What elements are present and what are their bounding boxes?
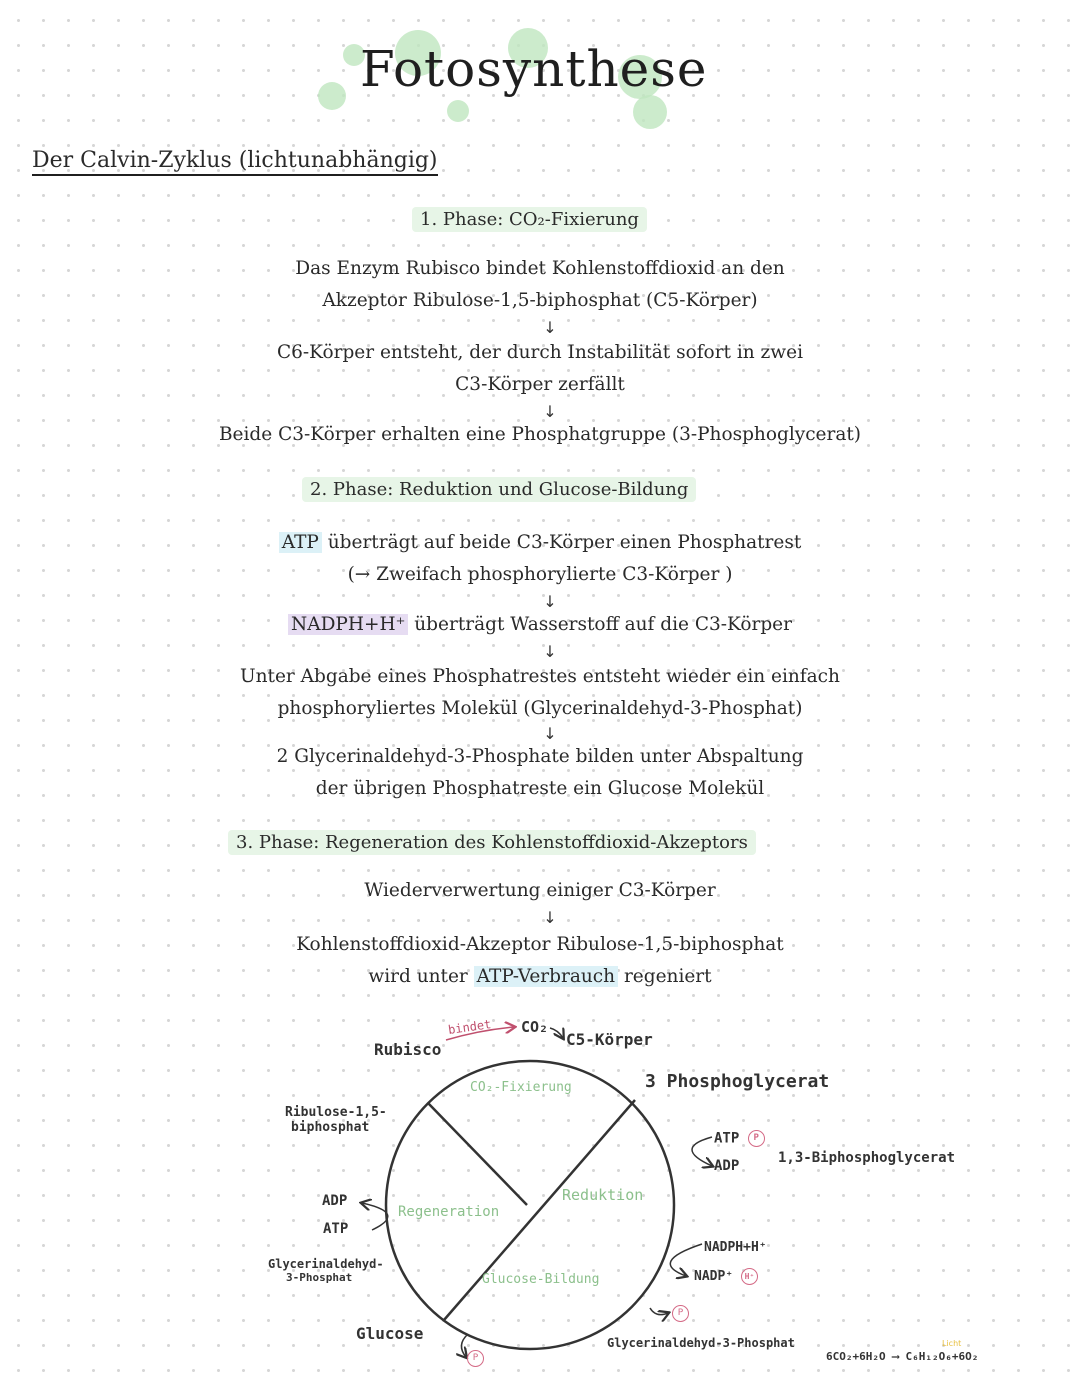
phase3-line3-post: regeniert: [618, 966, 712, 987]
arrow-icon: ↓: [543, 642, 557, 661]
sector-fixierung-label: CO₂-Fixierung: [470, 1080, 572, 1095]
decor-blob: [447, 100, 469, 122]
rubisco-label: Rubisco: [374, 1040, 442, 1059]
phase1-line1: Das Enzym Rubisco bindet Kohlenstoffdioxid an den: [295, 258, 785, 279]
atp-left-label: ATP: [323, 1221, 349, 1237]
phase2-line1: [0, 532, 1080, 553]
arrow-icon: ↓: [543, 318, 557, 337]
phase3-line3: [0, 966, 1080, 987]
phase3-line3-pre: wird unter: [368, 966, 474, 987]
phase1-line2: Akzeptor Ribulose-1,5-biphosphat (C5-Körper): [322, 290, 758, 311]
phase2-line7: der übrigen Phosphatreste ein Glucose Molekül: [315, 778, 765, 799]
arrow-icon: ↓: [543, 724, 557, 743]
decor-blob: [318, 82, 346, 110]
gap-right-label: Glycerinaldehyd-3-Phosphat: [607, 1336, 795, 1350]
phosphate-icon: P: [467, 1350, 484, 1367]
calvin-cycle-diagram: [0, 1000, 1080, 1394]
gap-left-line1: Glycerinaldehyd-: [268, 1257, 384, 1271]
nadp-text: NADP⁺: [694, 1269, 734, 1284]
phosphate-arrow: [650, 1308, 668, 1315]
phase2-heading: 2. Phase: Reduktion und Glucose-Bildung: [302, 477, 696, 502]
hydrogen-icon: H⁺: [741, 1268, 758, 1285]
adp-right-label: ADP: [714, 1158, 740, 1174]
arrow-icon: ↓: [543, 592, 557, 611]
phase3-heading: 3. Phase: Regeneration des Kohlenstoffdioxid-Akzeptors: [228, 830, 756, 855]
page-title: Fotosynthese: [360, 40, 708, 98]
phase1-line5: Beide C3-Körper erhalten eine Phosphatgruppe (3-Phosphoglycerat): [218, 424, 862, 445]
phase2-line6: 2 Glycerinaldehyd-3-Phosphate bilden unter Abspaltung: [276, 746, 804, 767]
phase2-line3-text: überträgt Wasserstoff auf die C3-Körper: [408, 614, 792, 635]
adp-atp-arrow: [362, 1203, 388, 1230]
glucose-label: Glucose: [356, 1324, 424, 1343]
phase1-line3: C6-Körper entsteht, der durch Instabilität sofort in zwei: [276, 342, 804, 363]
phase2-line4: Unter Abgabe eines Phosphatrestes entsteht wieder ein einfach: [240, 666, 840, 687]
sector-divider: [428, 1103, 527, 1205]
phase1-line4: C3-Körper zerfällt: [455, 374, 625, 395]
nadph-highlight: NADPH+H⁺: [288, 614, 408, 635]
phase2-line2: (→ Zweifach phosphorylierte C3-Körper ): [347, 564, 733, 585]
section-title: Der Calvin-Zyklus (lichtunabhängig): [32, 148, 438, 176]
phosphate-icon: P: [672, 1305, 689, 1322]
c5-label: C5-Körper: [566, 1030, 653, 1049]
ribulose-label-line2: biphosphat: [291, 1120, 370, 1135]
phase3-line2: Kohlenstoffdioxid-Akzeptor Ribulose-1,5-biphosphat: [296, 934, 784, 955]
atp-right-label: [714, 1130, 765, 1147]
phase2-line1-text: überträgt auf beide C3-Körper einen Phosphatrest: [321, 532, 802, 553]
photosynthesis-equation: 6CO₂+6H₂O ⟶ C₆H₁₂O₆+6O₂: [826, 1350, 979, 1363]
nadp-label: [694, 1268, 758, 1285]
atp-highlight: ATP: [279, 532, 322, 553]
co2-label: CO₂: [521, 1018, 549, 1036]
bindet-label: bindet: [447, 1017, 493, 1037]
phase1-heading: 1. Phase: CO₂-Fixierung: [412, 207, 647, 232]
sector-regeneration-label: Regeneration: [398, 1204, 500, 1220]
nadph-label: NADPH+H⁺: [704, 1240, 767, 1255]
atp-verbrauch-highlight: ATP-Verbrauch: [474, 966, 618, 987]
atp-adp-arrow: [692, 1137, 712, 1166]
phosphate-icon: P: [748, 1130, 765, 1147]
phase2-line5: phosphoryliertes Molekül (Glycerinaldehyd-3-Phosphat): [277, 698, 803, 719]
co2-arrow: [550, 1028, 563, 1038]
gap-left-line2: 3-Phosphat: [286, 1271, 353, 1284]
ribulose-label-line1: Ribulose-1,5-: [285, 1105, 387, 1120]
equation-light-label: Licht: [942, 1339, 962, 1348]
sector-glucose-label: Glucose-Bildung: [482, 1272, 600, 1287]
decor-blob: [633, 95, 667, 129]
phosphoglycerat-label: 3 Phosphoglycerat: [645, 1071, 830, 1092]
phase2-line3: [0, 614, 1080, 635]
adp-left-label: ADP: [322, 1193, 348, 1209]
arrow-icon: ↓: [543, 402, 557, 421]
biphosphoglycerat-label: 1,3-Biphosphoglycerat: [778, 1150, 956, 1166]
arrow-icon: ↓: [543, 908, 557, 927]
phase3-line1: Wiederverwertung einiger C3-Körper: [364, 880, 716, 901]
atp-right-text: ATP: [714, 1130, 740, 1147]
sector-reduktion-label: Reduktion: [562, 1186, 644, 1204]
